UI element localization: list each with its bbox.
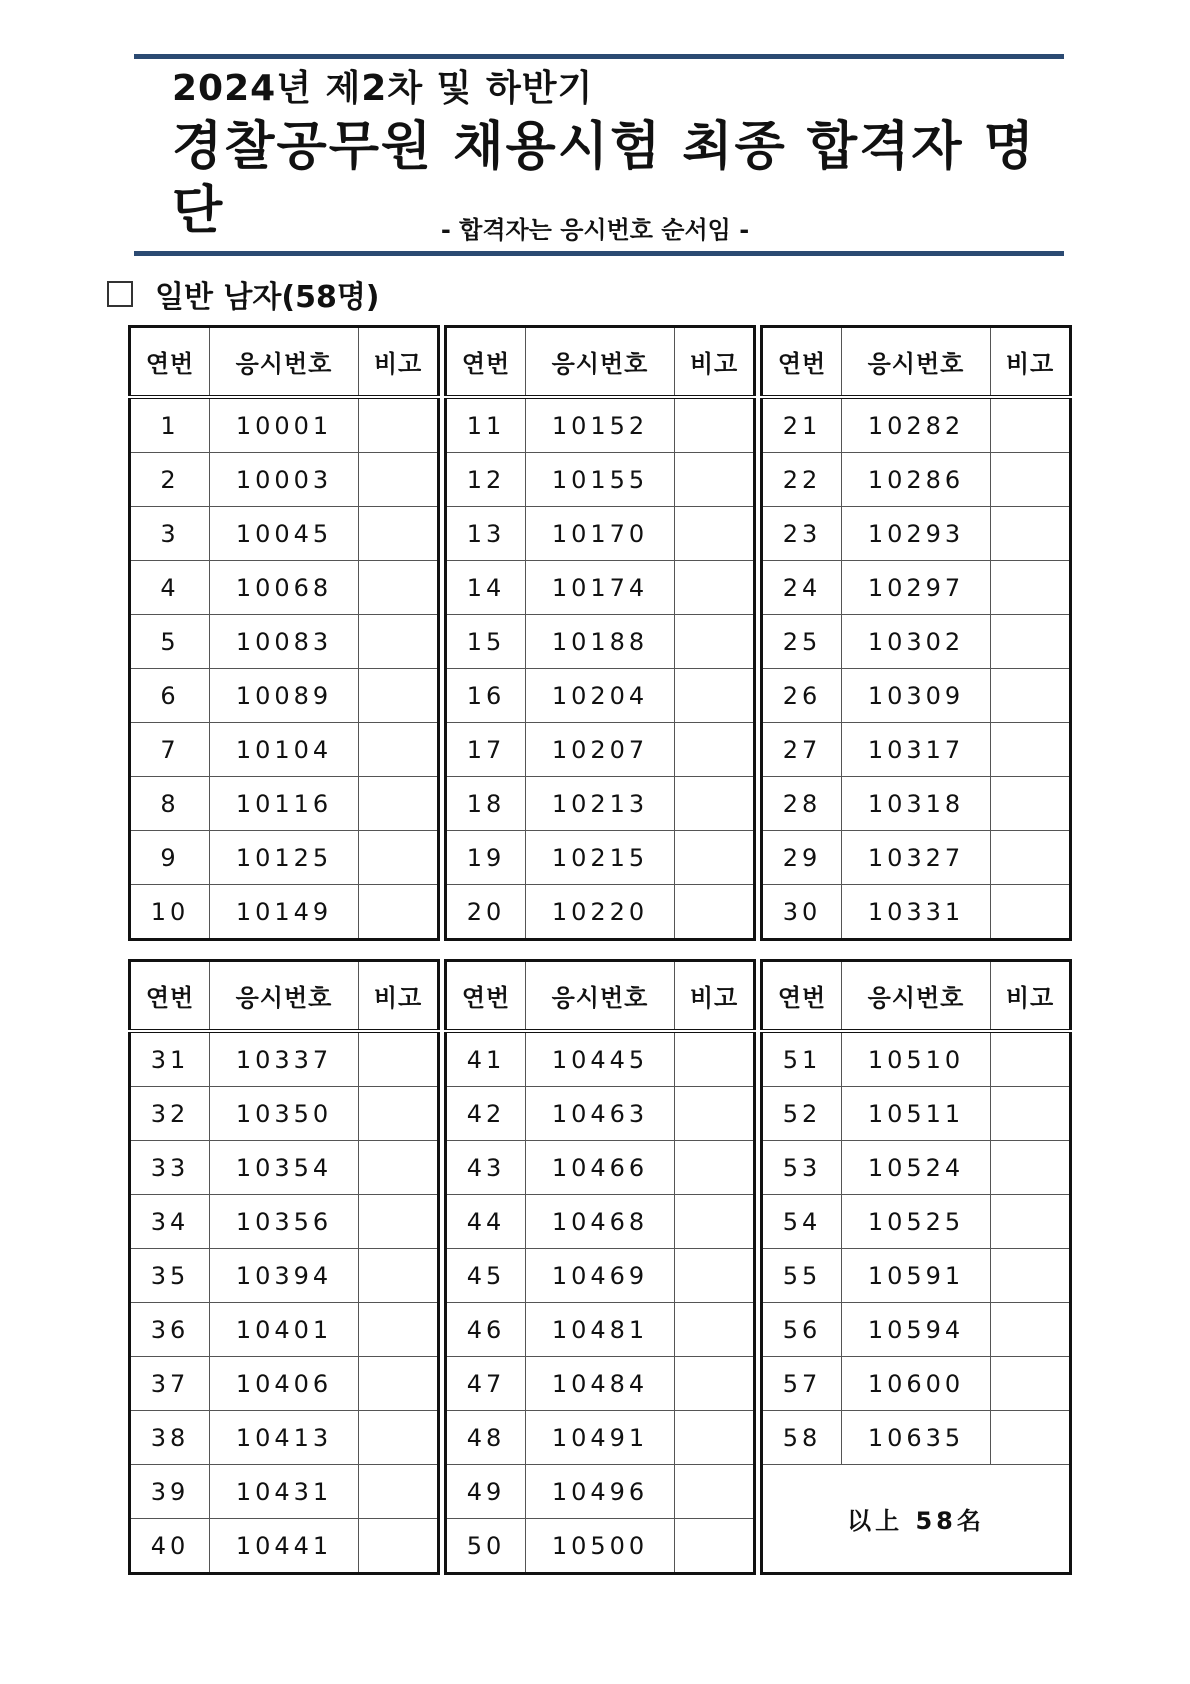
- row-number: 3: [130, 507, 210, 561]
- row-number: 13: [446, 507, 526, 561]
- table-row: [130, 1087, 439, 1141]
- row-number: 42: [446, 1087, 526, 1141]
- section-title: 일반 남자(58명): [155, 280, 380, 315]
- remark-cell: [359, 1087, 439, 1141]
- row-number: 9: [130, 831, 210, 885]
- total-summary: 以上 58名: [762, 1465, 1071, 1574]
- remark-cell: [675, 777, 755, 831]
- section-heading: [107, 272, 380, 316]
- table-row: [446, 507, 755, 561]
- table-row: [130, 1465, 439, 1519]
- row-number: 17: [446, 723, 526, 777]
- exam-number: 10401: [210, 1303, 359, 1357]
- exam-number: 10155: [526, 453, 675, 507]
- remark-cell: [675, 1465, 755, 1519]
- col-header-no: 연번: [130, 327, 210, 398]
- exam-number: 10207: [526, 723, 675, 777]
- row-number: 29: [762, 831, 842, 885]
- remark-cell: [991, 777, 1071, 831]
- row-number: 46: [446, 1303, 526, 1357]
- row-number: 37: [130, 1357, 210, 1411]
- header-row: [446, 327, 755, 398]
- col-header-no: 연번: [446, 961, 526, 1032]
- exam-number: 10441: [210, 1519, 359, 1574]
- row-number: 40: [130, 1519, 210, 1574]
- row-number: 35: [130, 1249, 210, 1303]
- table-row: [446, 1303, 755, 1357]
- exam-number: 10297: [842, 561, 991, 615]
- row-number: 53: [762, 1141, 842, 1195]
- exam-number: 10104: [210, 723, 359, 777]
- remark-cell: [675, 1031, 755, 1087]
- row-number: 55: [762, 1249, 842, 1303]
- table-row: [130, 777, 439, 831]
- row-number: 5: [130, 615, 210, 669]
- col-header-exam-number: 응시번호: [210, 961, 359, 1032]
- exam-number: 10302: [842, 615, 991, 669]
- row-number: 31: [130, 1031, 210, 1087]
- row-number: 51: [762, 1031, 842, 1087]
- exam-number: 10511: [842, 1087, 991, 1141]
- remark-cell: [359, 1031, 439, 1087]
- remark-cell: [359, 1465, 439, 1519]
- exam-number: 10466: [526, 1141, 675, 1195]
- row-number: 33: [130, 1141, 210, 1195]
- exam-number: 10331: [842, 885, 991, 940]
- remark-cell: [675, 885, 755, 940]
- remark-cell: [359, 831, 439, 885]
- row-number: 12: [446, 453, 526, 507]
- table-row: [762, 1249, 1071, 1303]
- table-row: [446, 1195, 755, 1249]
- table-row: [130, 669, 439, 723]
- col-header-no: 연번: [130, 961, 210, 1032]
- remark-cell: [991, 453, 1071, 507]
- exam-number: 10215: [526, 831, 675, 885]
- bottom-rule: [134, 251, 1064, 256]
- row-number: 24: [762, 561, 842, 615]
- exam-number: 10116: [210, 777, 359, 831]
- table-row: [130, 1411, 439, 1465]
- result-table: [760, 325, 1072, 941]
- remark-cell: [359, 1519, 439, 1574]
- remark-cell: [359, 1249, 439, 1303]
- table-row: [446, 1357, 755, 1411]
- col-header-remark: 비고: [359, 327, 439, 398]
- row-number: 22: [762, 453, 842, 507]
- row-number: 44: [446, 1195, 526, 1249]
- table-row: [130, 507, 439, 561]
- row-number: 19: [446, 831, 526, 885]
- remark-cell: [359, 453, 439, 507]
- col-header-exam-number: 응시번호: [842, 327, 991, 398]
- remark-cell: [675, 1357, 755, 1411]
- top-rule: [134, 54, 1064, 59]
- table-row: [130, 615, 439, 669]
- row-number: 28: [762, 777, 842, 831]
- remark-cell: [991, 1411, 1071, 1465]
- table-row: [762, 1141, 1071, 1195]
- table-row: [446, 777, 755, 831]
- exam-number: 10491: [526, 1411, 675, 1465]
- table-row: [130, 1519, 439, 1574]
- table-row: [762, 453, 1071, 507]
- exam-number: 10406: [210, 1357, 359, 1411]
- row-number: 14: [446, 561, 526, 615]
- row-number: 2: [130, 453, 210, 507]
- remark-cell: [675, 1411, 755, 1465]
- exam-number: 10068: [210, 561, 359, 615]
- exam-number: 10525: [842, 1195, 991, 1249]
- exam-number: 10463: [526, 1087, 675, 1141]
- exam-number: 10431: [210, 1465, 359, 1519]
- remark-cell: [991, 615, 1071, 669]
- row-number: 1: [130, 397, 210, 453]
- remark-cell: [991, 1303, 1071, 1357]
- table-row: [762, 1087, 1071, 1141]
- row-number: 49: [446, 1465, 526, 1519]
- row-number: 48: [446, 1411, 526, 1465]
- row-number: 45: [446, 1249, 526, 1303]
- table-row: [446, 561, 755, 615]
- exam-number: 10413: [210, 1411, 359, 1465]
- row-number: 56: [762, 1303, 842, 1357]
- remark-cell: [991, 507, 1071, 561]
- remark-cell: [359, 615, 439, 669]
- table-row: [130, 1357, 439, 1411]
- exam-number: 10500: [526, 1519, 675, 1574]
- table-row: [446, 453, 755, 507]
- row-number: 23: [762, 507, 842, 561]
- row-number: 52: [762, 1087, 842, 1141]
- exam-number: 10204: [526, 669, 675, 723]
- table-row: [446, 1249, 755, 1303]
- remark-cell: [991, 885, 1071, 940]
- remark-cell: [675, 1249, 755, 1303]
- exam-number: 10484: [526, 1357, 675, 1411]
- table-row: [130, 1141, 439, 1195]
- exam-number: 10350: [210, 1087, 359, 1141]
- row-number: 6: [130, 669, 210, 723]
- header-row: [762, 327, 1071, 398]
- row-number: 4: [130, 561, 210, 615]
- table-row: [446, 397, 755, 453]
- exam-number: 10174: [526, 561, 675, 615]
- col-header-remark: 비고: [359, 961, 439, 1032]
- remark-cell: [359, 669, 439, 723]
- remark-cell: [675, 397, 755, 453]
- exam-number: 10149: [210, 885, 359, 940]
- remark-cell: [675, 615, 755, 669]
- exam-number: 10170: [526, 507, 675, 561]
- row-number: 50: [446, 1519, 526, 1574]
- remark-cell: [359, 1303, 439, 1357]
- result-table: [444, 959, 756, 1575]
- exam-number: 10286: [842, 453, 991, 507]
- exam-number: 10481: [526, 1303, 675, 1357]
- header-row: [130, 327, 439, 398]
- exam-number: 10468: [526, 1195, 675, 1249]
- row-number: 18: [446, 777, 526, 831]
- row-number: 20: [446, 885, 526, 940]
- col-header-exam-number: 응시번호: [526, 327, 675, 398]
- remark-cell: [675, 1087, 755, 1141]
- table-row: [446, 669, 755, 723]
- remark-cell: [359, 507, 439, 561]
- row-number: 47: [446, 1357, 526, 1411]
- remark-cell: [991, 1031, 1071, 1087]
- exam-number: 10600: [842, 1357, 991, 1411]
- table-row: [130, 453, 439, 507]
- header-row: [446, 961, 755, 1032]
- row-number: 21: [762, 397, 842, 453]
- row-number: 27: [762, 723, 842, 777]
- remark-cell: [359, 397, 439, 453]
- table-row: [130, 723, 439, 777]
- exam-number: 10188: [526, 615, 675, 669]
- row-number: 38: [130, 1411, 210, 1465]
- exam-number: 10001: [210, 397, 359, 453]
- exam-number: 10045: [210, 507, 359, 561]
- exam-number: 10293: [842, 507, 991, 561]
- exam-number: 10125: [210, 831, 359, 885]
- table-row: [762, 723, 1071, 777]
- table-row: [130, 831, 439, 885]
- table-row: [446, 723, 755, 777]
- remark-cell: [675, 1141, 755, 1195]
- table-row: [762, 1357, 1071, 1411]
- row-number: 10: [130, 885, 210, 940]
- col-header-no: 연번: [762, 327, 842, 398]
- table-row: [762, 1303, 1071, 1357]
- remark-cell: [991, 1195, 1071, 1249]
- exam-number: 10317: [842, 723, 991, 777]
- exam-number: 10337: [210, 1031, 359, 1087]
- exam-number: 10089: [210, 669, 359, 723]
- exam-number: 10327: [842, 831, 991, 885]
- result-table: [128, 959, 440, 1575]
- remark-cell: [675, 1519, 755, 1574]
- exam-number: 10469: [526, 1249, 675, 1303]
- row-number: 41: [446, 1031, 526, 1087]
- table-row: [762, 885, 1071, 940]
- row-number: 58: [762, 1411, 842, 1465]
- table-row: [130, 1249, 439, 1303]
- remark-cell: [991, 1141, 1071, 1195]
- col-header-exam-number: 응시번호: [526, 961, 675, 1032]
- remark-cell: [991, 1357, 1071, 1411]
- col-header-remark: 비고: [991, 327, 1071, 398]
- remark-cell: [991, 669, 1071, 723]
- remark-cell: [991, 1087, 1071, 1141]
- remark-cell: [991, 561, 1071, 615]
- remark-cell: [991, 723, 1071, 777]
- row-number: 16: [446, 669, 526, 723]
- remark-cell: [991, 1249, 1071, 1303]
- exam-number: 10510: [842, 1031, 991, 1087]
- exam-number: 10635: [842, 1411, 991, 1465]
- exam-number: 10591: [842, 1249, 991, 1303]
- exam-number: 10496: [526, 1465, 675, 1519]
- table-row: [762, 561, 1071, 615]
- exam-number: 10524: [842, 1141, 991, 1195]
- table-row: [130, 561, 439, 615]
- row-number: 32: [130, 1087, 210, 1141]
- table-row: [762, 1031, 1071, 1087]
- table-row: [446, 1087, 755, 1141]
- remark-cell: [675, 669, 755, 723]
- row-number: 43: [446, 1141, 526, 1195]
- document-subtitle: 2024년 제2차 및 하반기: [172, 68, 594, 109]
- row-number: 7: [130, 723, 210, 777]
- exam-number: 10220: [526, 885, 675, 940]
- table-row: [762, 397, 1071, 453]
- col-header-exam-number: 응시번호: [210, 327, 359, 398]
- remark-cell: [359, 1195, 439, 1249]
- table-row: [762, 1195, 1071, 1249]
- exam-number: 10394: [210, 1249, 359, 1303]
- row-number: 8: [130, 777, 210, 831]
- table-row: [130, 1195, 439, 1249]
- exam-number: 10445: [526, 1031, 675, 1087]
- table-row: [446, 1465, 755, 1519]
- exam-number: 10152: [526, 397, 675, 453]
- row-number: 25: [762, 615, 842, 669]
- remark-cell: [991, 831, 1071, 885]
- table-row: [130, 397, 439, 453]
- table-row: [130, 1031, 439, 1087]
- table-row: [762, 615, 1071, 669]
- exam-number: 10003: [210, 453, 359, 507]
- col-header-no: 연번: [762, 961, 842, 1032]
- document-title: 경찰공무원 채용시험 최종 합격자 명단: [172, 117, 1036, 241]
- table-row: [446, 1141, 755, 1195]
- table-row: [762, 831, 1071, 885]
- table-row: [446, 1031, 755, 1087]
- remark-cell: [991, 397, 1071, 453]
- row-number: 34: [130, 1195, 210, 1249]
- result-table: [444, 325, 756, 941]
- summary-row: [762, 1465, 1071, 1574]
- table-row: [446, 1411, 755, 1465]
- col-header-exam-number: 응시번호: [842, 961, 991, 1032]
- col-header-remark: 비고: [675, 961, 755, 1032]
- remark-cell: [359, 777, 439, 831]
- row-number: 15: [446, 615, 526, 669]
- table-row: [446, 615, 755, 669]
- row-number: 54: [762, 1195, 842, 1249]
- exam-number: 10213: [526, 777, 675, 831]
- table-row: [446, 885, 755, 940]
- checkbox-icon: [107, 281, 133, 307]
- remark-cell: [359, 1357, 439, 1411]
- header-row: [762, 961, 1071, 1032]
- result-table: [128, 325, 440, 941]
- row-number: 39: [130, 1465, 210, 1519]
- col-header-remark: 비고: [675, 327, 755, 398]
- remark-cell: [675, 507, 755, 561]
- table-row: [130, 885, 439, 940]
- col-header-no: 연번: [446, 327, 526, 398]
- result-table: [760, 959, 1072, 1575]
- table-row: [446, 831, 755, 885]
- row-number: 36: [130, 1303, 210, 1357]
- table-row: [130, 1303, 439, 1357]
- row-number: 11: [446, 397, 526, 453]
- remark-cell: [675, 723, 755, 777]
- exam-number: 10354: [210, 1141, 359, 1195]
- remark-cell: [359, 1411, 439, 1465]
- table-row: [762, 1411, 1071, 1465]
- table-row: [762, 669, 1071, 723]
- remark-cell: [359, 1141, 439, 1195]
- remark-cell: [675, 561, 755, 615]
- remark-cell: [675, 453, 755, 507]
- header-row: [130, 961, 439, 1032]
- exam-number: 10282: [842, 397, 991, 453]
- remark-cell: [675, 1195, 755, 1249]
- row-number: 26: [762, 669, 842, 723]
- remark-cell: [359, 561, 439, 615]
- exam-number: 10318: [842, 777, 991, 831]
- exam-number: 10083: [210, 615, 359, 669]
- row-number: 57: [762, 1357, 842, 1411]
- table-row: [446, 1519, 755, 1574]
- remark-cell: [675, 1303, 755, 1357]
- remark-cell: [359, 723, 439, 777]
- exam-number: 10594: [842, 1303, 991, 1357]
- remark-cell: [675, 831, 755, 885]
- table-row: [762, 777, 1071, 831]
- remark-cell: [359, 885, 439, 940]
- table-row: [762, 507, 1071, 561]
- exam-number: 10309: [842, 669, 991, 723]
- row-number: 30: [762, 885, 842, 940]
- col-header-remark: 비고: [991, 961, 1071, 1032]
- exam-number: 10356: [210, 1195, 359, 1249]
- order-note: - 합격자는 응시번호 순서임 -: [440, 216, 750, 244]
